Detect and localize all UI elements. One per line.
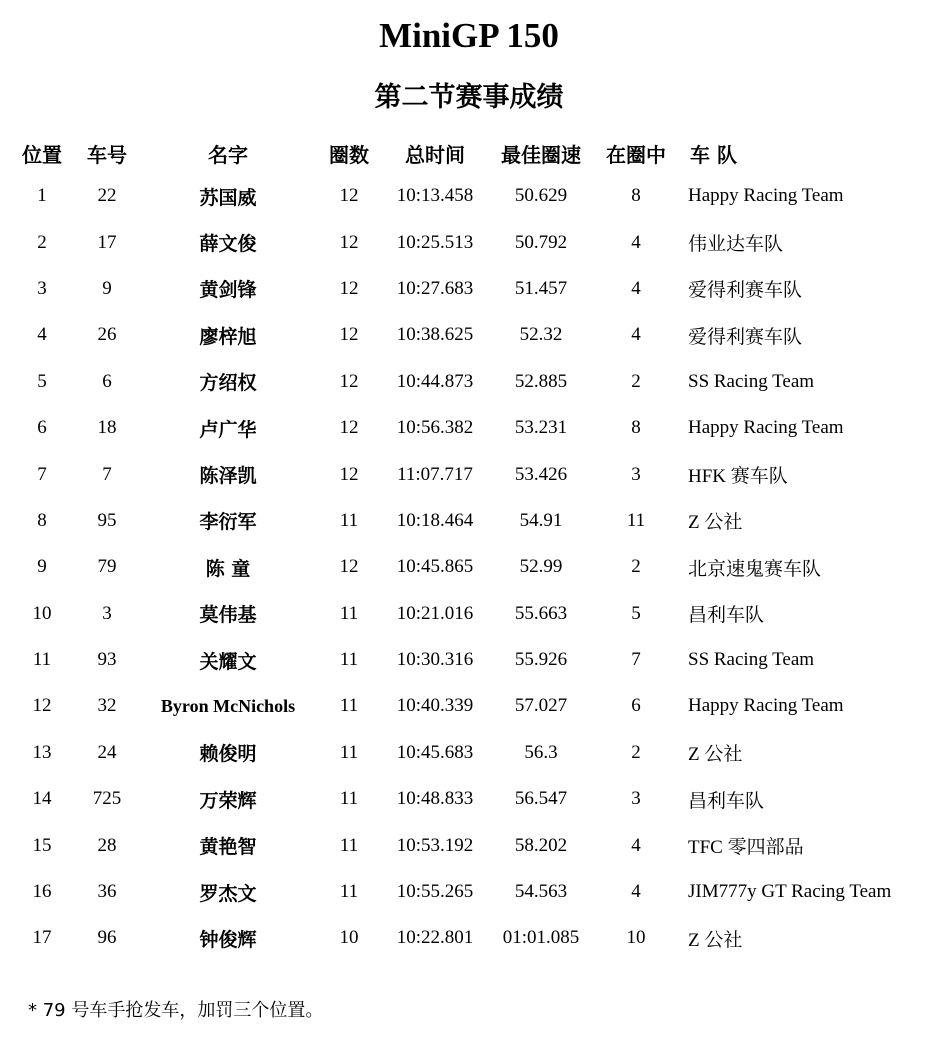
cell-laps: 12 [339, 417, 359, 439]
cell-team: Z 公社 [688, 929, 743, 951]
cell-car-number: 26 [97, 324, 117, 346]
cell-on-lap: 3 [631, 463, 641, 485]
cell-team: 昌利车队 [688, 790, 765, 812]
cell-best-lap: 51.457 [514, 277, 568, 299]
cell-on-lap: 8 [631, 417, 641, 439]
cell-best-lap: 53.426 [514, 463, 568, 485]
cell-name: 赖俊明 [199, 743, 257, 766]
table-row [0, 730, 938, 776]
cell-on-lap: 8 [631, 185, 641, 207]
cell-laps: 12 [339, 463, 359, 485]
cell-name: 钟俊辉 [199, 928, 257, 951]
cell-total-time: 10:45.865 [396, 556, 474, 578]
cell-position: 1 [37, 185, 47, 207]
cell-laps: 11 [339, 695, 359, 717]
cell-name: 方绍权 [199, 372, 257, 395]
cell-best-lap: 01:01.085 [502, 927, 580, 949]
cell-position: 13 [32, 741, 52, 763]
cell-laps: 11 [339, 649, 359, 671]
cell-team: Z 公社 [688, 744, 743, 766]
cell-name: 薛文俊 [199, 233, 257, 256]
cell-laps: 12 [339, 556, 359, 578]
cell-position: 8 [37, 509, 47, 531]
cell-best-lap: 50.792 [514, 231, 568, 253]
cell-name: 万荣辉 [199, 789, 257, 812]
cell-on-lap: 5 [631, 602, 641, 624]
cell-total-time: 10:18.464 [396, 509, 474, 531]
cell-team: 北京速鬼赛车队 [688, 558, 822, 580]
cell-position: 10 [32, 602, 52, 624]
cell-best-lap: 55.663 [514, 602, 568, 624]
cell-on-lap: 11 [626, 509, 646, 531]
cell-car-number: 79 [97, 556, 117, 578]
cell-best-lap: 56.3 [524, 741, 558, 763]
cell-laps: 11 [339, 881, 359, 903]
cell-on-lap: 3 [631, 788, 641, 810]
page-subtitle: 第二节赛事成绩 [374, 82, 564, 113]
cell-on-lap: 4 [631, 834, 641, 856]
cell-on-lap: 2 [631, 556, 641, 578]
cell-total-time: 10:22.801 [396, 927, 474, 949]
table-row [0, 266, 938, 312]
cell-laps: 11 [339, 602, 359, 624]
header-laps: 圈数 [329, 142, 369, 167]
cell-team: SS Racing Team [688, 649, 815, 671]
cell-best-lap: 55.926 [514, 649, 568, 671]
cell-car-number: 3 [102, 602, 112, 624]
cell-total-time: 10:45.683 [396, 741, 474, 763]
cell-on-lap: 2 [631, 370, 641, 392]
cell-car-number: 28 [97, 834, 117, 856]
table-row [0, 683, 938, 729]
table-row [0, 776, 938, 822]
header-on-lap: 在圈中 [606, 142, 666, 167]
table-row [0, 544, 938, 590]
cell-name: 李衍军 [199, 511, 257, 534]
cell-laps: 11 [339, 834, 359, 856]
cell-team: 伟业达车队 [688, 234, 784, 256]
cell-on-lap: 2 [631, 741, 641, 763]
cell-name: 廖梓旭 [199, 325, 257, 348]
cell-total-time: 10:38.625 [396, 324, 474, 346]
header-position: 位置 [22, 142, 62, 167]
cell-on-lap: 10 [626, 927, 646, 949]
cell-name: 苏国威 [199, 186, 257, 209]
table-row [0, 822, 938, 868]
cell-team: Z 公社 [688, 512, 743, 534]
cell-position: 14 [32, 788, 52, 810]
table-row [0, 869, 938, 915]
cell-position: 15 [32, 834, 52, 856]
cell-best-lap: 58.202 [514, 834, 568, 856]
cell-on-lap: 4 [631, 324, 641, 346]
cell-car-number: 17 [97, 231, 117, 253]
results-body [0, 173, 938, 962]
cell-car-number: 6 [102, 370, 112, 392]
cell-position: 6 [37, 417, 47, 439]
cell-total-time: 10:13.458 [396, 185, 474, 207]
cell-team: Happy Racing Team [688, 185, 844, 207]
cell-position: 12 [32, 695, 52, 717]
cell-car-number: 18 [97, 417, 117, 439]
cell-total-time: 10:27.683 [396, 277, 474, 299]
header-row [0, 133, 938, 173]
table-row [0, 359, 938, 405]
table-row [0, 405, 938, 451]
cell-team: 爱得利赛车队 [688, 326, 803, 348]
cell-car-number: 95 [97, 509, 117, 531]
footnote: * 79 号车手抢发车，加罚三个位置。 [28, 1000, 324, 1021]
cell-position: 11 [32, 649, 52, 671]
header-car-number: 车号 [87, 142, 127, 167]
cell-car-number: 32 [97, 695, 117, 717]
cell-best-lap: 54.563 [514, 881, 568, 903]
cell-laps: 12 [339, 370, 359, 392]
table-row [0, 498, 938, 544]
cell-total-time: 10:56.382 [396, 417, 474, 439]
cell-total-time: 11:07.717 [397, 463, 473, 485]
cell-team: TFC 零四部品 [688, 837, 804, 859]
cell-total-time: 10:25.513 [396, 231, 474, 253]
header-best-lap: 最佳圈速 [501, 142, 581, 167]
table-row [0, 915, 938, 961]
cell-team: SS Racing Team [688, 370, 815, 392]
header-total-time: 总时间 [405, 142, 465, 167]
cell-name: 黄艳智 [199, 836, 257, 859]
cell-name: 关耀文 [199, 650, 257, 673]
cell-best-lap: 54.91 [519, 509, 563, 531]
header-team: 车 队 [690, 142, 737, 167]
cell-team: JIM777y GT Racing Team [688, 881, 892, 903]
cell-name: 陈泽凯 [199, 465, 257, 488]
cell-laps: 12 [339, 324, 359, 346]
table-row [0, 451, 938, 497]
cell-car-number: 22 [97, 185, 117, 207]
cell-best-lap: 50.629 [514, 185, 568, 207]
table-row [0, 312, 938, 358]
cell-car-number: 24 [97, 741, 117, 763]
cell-position: 2 [37, 231, 47, 253]
cell-position: 3 [37, 277, 47, 299]
cell-total-time: 10:48.833 [396, 788, 474, 810]
cell-team: 爱得利赛车队 [688, 280, 803, 302]
cell-name: 黄剑锋 [199, 279, 257, 302]
cell-name: 陈 童 [205, 557, 251, 580]
cell-laps: 10 [339, 927, 359, 949]
cell-team: HFK 赛车队 [688, 466, 788, 488]
table-row [0, 637, 938, 683]
cell-best-lap: 53.231 [514, 417, 568, 439]
cell-best-lap: 52.99 [519, 556, 563, 578]
header-name: 名字 [208, 142, 248, 167]
table-row [0, 173, 938, 219]
cell-car-number: 7 [102, 463, 112, 485]
cell-position: 9 [37, 556, 47, 578]
cell-total-time: 10:53.192 [396, 834, 474, 856]
table-row [0, 591, 938, 637]
cell-total-time: 10:40.339 [396, 695, 474, 717]
cell-team: 昌利车队 [688, 605, 765, 627]
cell-laps: 11 [339, 788, 359, 810]
cell-laps: 11 [339, 509, 359, 531]
cell-best-lap: 56.547 [514, 788, 568, 810]
cell-total-time: 10:44.873 [396, 370, 474, 392]
table-row [0, 219, 938, 265]
cell-position: 16 [32, 881, 52, 903]
cell-on-lap: 4 [631, 277, 641, 299]
cell-car-number: 36 [97, 881, 117, 903]
cell-best-lap: 57.027 [514, 695, 568, 717]
cell-team: Happy Racing Team [688, 417, 844, 439]
cell-car-number: 93 [97, 649, 117, 671]
cell-name: 罗杰文 [199, 882, 257, 905]
cell-total-time: 10:30.316 [396, 649, 474, 671]
cell-position: 4 [37, 324, 47, 346]
cell-name: 卢广华 [199, 418, 257, 441]
cell-on-lap: 4 [631, 231, 641, 253]
cell-laps: 11 [339, 741, 359, 763]
cell-name: Byron McNichols [160, 695, 296, 716]
cell-position: 7 [37, 463, 47, 485]
cell-laps: 12 [339, 231, 359, 253]
cell-on-lap: 6 [631, 695, 641, 717]
results-table [0, 133, 938, 962]
cell-laps: 12 [339, 277, 359, 299]
cell-name: 莫伟基 [199, 604, 257, 627]
cell-best-lap: 52.885 [514, 370, 568, 392]
cell-car-number: 725 [92, 788, 122, 810]
cell-team: Happy Racing Team [688, 695, 844, 717]
cell-car-number: 96 [97, 927, 117, 949]
cell-laps: 12 [339, 185, 359, 207]
cell-best-lap: 52.32 [519, 324, 563, 346]
cell-total-time: 10:21.016 [396, 602, 474, 624]
cell-position: 17 [32, 927, 52, 949]
cell-on-lap: 4 [631, 881, 641, 903]
cell-car-number: 9 [102, 277, 112, 299]
page-title: MiniGP 150 [379, 16, 559, 55]
cell-on-lap: 7 [631, 649, 641, 671]
cell-total-time: 10:55.265 [396, 881, 474, 903]
cell-position: 5 [37, 370, 47, 392]
